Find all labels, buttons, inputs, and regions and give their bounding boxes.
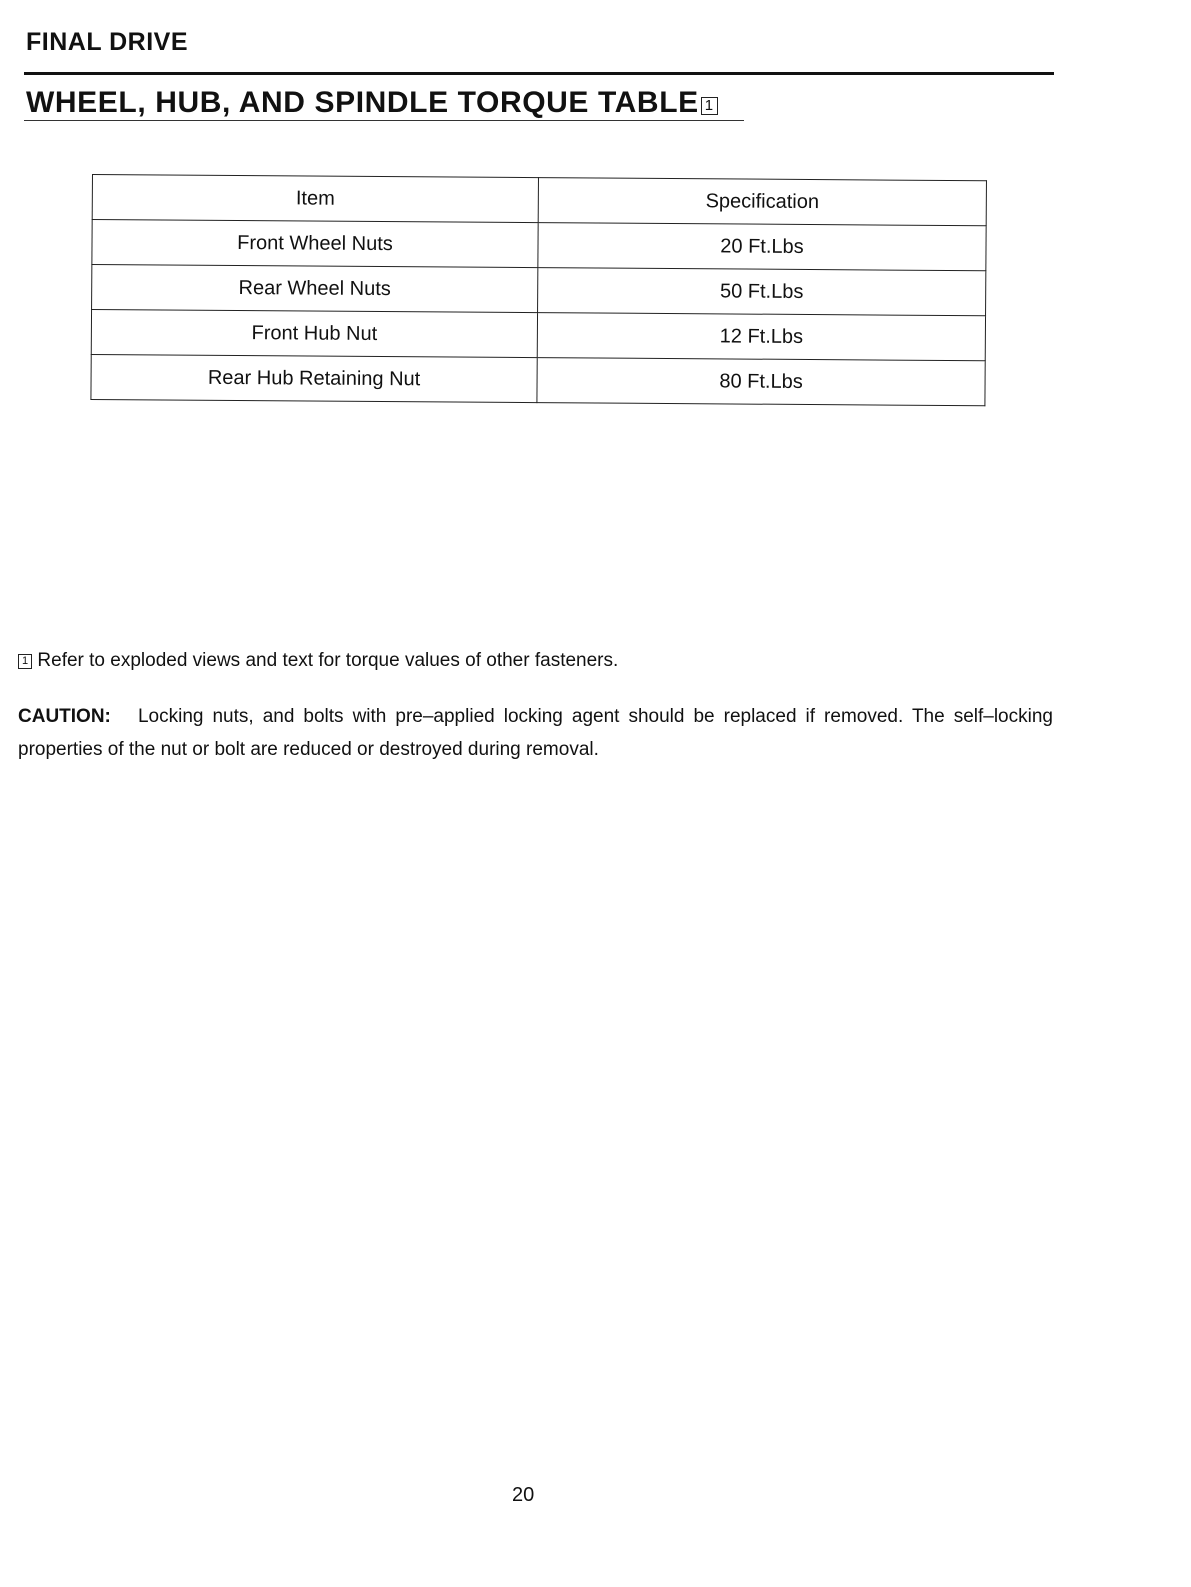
spec-cell: 20 Ft.Lbs — [538, 223, 986, 271]
table-header-row — [92, 175, 986, 226]
table-row — [91, 354, 985, 405]
spec-cell: 50 Ft.Lbs — [538, 268, 986, 316]
footnote-text: Refer to exploded views and text for torque values of other fasteners. — [37, 650, 619, 671]
header-rule — [24, 72, 1054, 75]
heading-note-marker: 1 — [701, 97, 718, 115]
caution-text: Locking nuts, and bolts with pre–applied locking agent should be replaced if removed. The self–locking properties of the nut or bolt are reduced or destroyed during removal. — [18, 706, 1053, 760]
footnote-marker: 1 — [18, 654, 32, 669]
caution-paragraph — [18, 700, 1053, 766]
table-row — [91, 310, 985, 361]
item-cell: Front Wheel Nuts — [92, 220, 538, 268]
section-title: FINAL DRIVE — [26, 28, 188, 56]
footnote — [18, 650, 618, 672]
page-heading — [26, 86, 718, 120]
caution-label: CAUTION: — [18, 706, 111, 727]
item-cell: Rear Hub Retaining Nut — [91, 354, 537, 402]
page-number: 20 — [512, 1484, 535, 1506]
spec-cell: 12 Ft.Lbs — [537, 313, 985, 361]
page-heading-text: WHEEL, HUB, AND SPINDLE TORQUE TABLE — [26, 86, 699, 119]
table-row — [92, 220, 986, 271]
table-row — [92, 265, 986, 316]
spec-cell: 80 Ft.Lbs — [537, 358, 985, 406]
column-header-specification: Specification — [538, 178, 986, 226]
item-cell: Front Hub Nut — [91, 310, 537, 358]
column-header-item: Item — [92, 175, 538, 223]
item-cell: Rear Wheel Nuts — [92, 265, 538, 313]
heading-underline — [24, 120, 744, 121]
torque-table — [90, 174, 987, 406]
